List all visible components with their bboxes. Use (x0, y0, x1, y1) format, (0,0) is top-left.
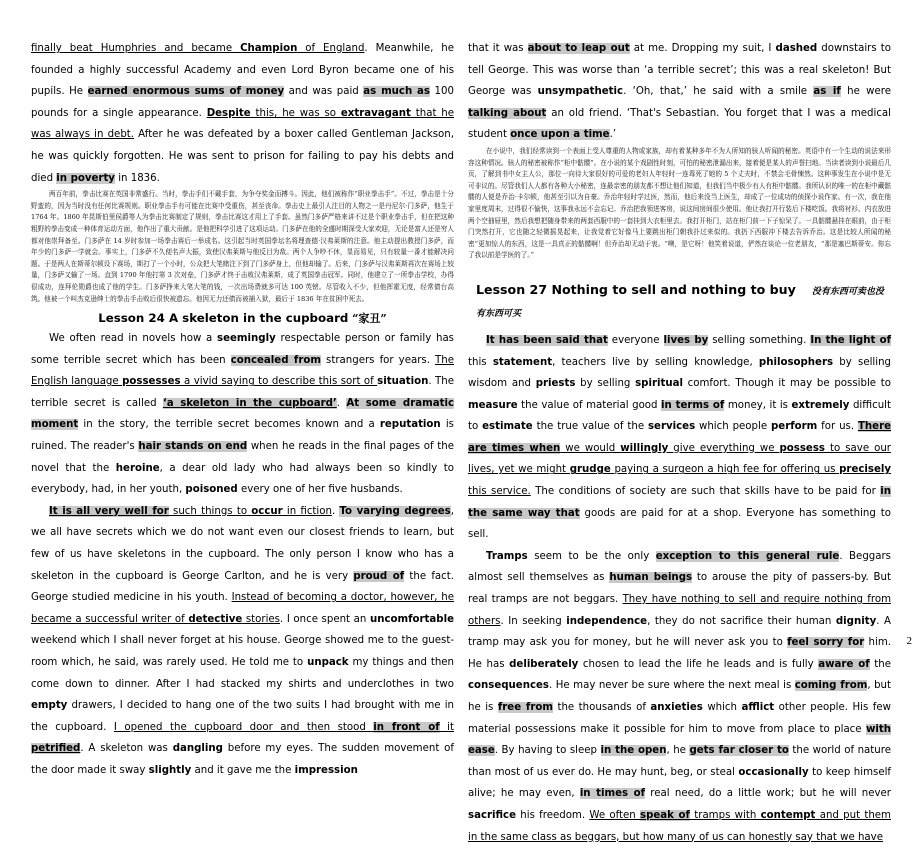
text-run: . By having to sleep (494, 745, 601, 757)
text-run: this (468, 356, 493, 368)
text-run: , he (666, 745, 690, 757)
emphasized-phrase: in times of (579, 788, 646, 800)
emphasized-phrase: philosophers (758, 356, 834, 368)
text-run: when he reads in the final pages of the novel that the (31, 441, 454, 474)
emphasized-phrase: extremely (791, 399, 850, 411)
text-run: . (336, 397, 347, 409)
emphasized-phrase: in fiction (282, 505, 332, 517)
emphasized-phrase: situation (377, 376, 429, 388)
emphasized-phrase: and put them in the same class as beggars, but how many of us can honestly say that we have (468, 809, 891, 843)
emphasized-phrase: of England (297, 43, 365, 54)
emphasized-phrase: services (647, 421, 696, 433)
text-run: to keep himself alive; he may even, (468, 766, 892, 800)
paragraph-george-carlton (31, 501, 454, 782)
emphasized-phrase: seemingly (217, 333, 276, 345)
emphasized-phrase: occasionally (738, 766, 809, 778)
text-run: money, it is (724, 399, 792, 411)
text-run: by selling (575, 378, 636, 390)
emphasized-phrase: It has been said that (486, 334, 608, 346)
lesson-24-chinese-title: “家丑” (352, 312, 387, 326)
emphasized-phrase: exception to this general rule (655, 550, 840, 562)
emphasized-phrase: unpack (307, 657, 349, 668)
chinese-translation-lesson23: 两百年前，拳击比赛在英国非常盛行。当时，拳击手们不戴手套，为争夺奖金而搏斗。因此，他们被称作“职业拳击手”。不过，拳击是十分野蛮的，因为当时没有任何比赛规则。职业拳击手有可能在比赛中受重伤，甚至丧命。拳击史上最引人注目的人物之一是丹尼尔·门多萨，他生于 1764 年。1860 年昆斯伯里侯爵等人为拳击比赛制定了规则，拳击比赛这才用上了手套。虽然门多萨严格来讲不过是个职业拳击手，但在把这种粗野的拳击变成一种体育运动方面，他作出了重大贡献。是他把科学引进了这项运动。门多萨在他的全盛时期深受大家欢迎，无论是富人还是穷人都对他崇拜备至。门多萨在 14 岁时参加一场拳击赛后一举成名。这引起当时英国拳坛名将理查德·汉弗莱斯的注意。他主动提出教授门多萨，而年少的门多萨一学就会。事实上，门多萨不久便名声大振，致使汉弗莱斯与他反目为敌。两个人争吵不休，显而易见，只有较量一番才能解决问题。于是两人在斯蒂尔顿设下赛场，斯打了一个小时，公众把大笔赌注下到了门多萨身上，但他却输了。后来，门多萨与汉弗莱斯再次在赛场上较量，门多萨又输了一场。直到 1790 年他打第 3 次对垒，门多萨才终于击败汉弗莱斯，成了英国拳击冠军。同时，他建立了一所拳击学校，办得很成功，连拜伦勋爵也成了他的学生。门多萨挣来大笔大笔的钱，一次出场费就多可达 100 英镑。尽管收入不少，但他挥霍无度，经常债台高筑。他被一个叫杰克逊绅士的拳击手击败后很快被遗忘。他因无力还债而被捕入狱，最后于 1836 年在贫困中死去。 (31, 190, 454, 303)
emphasized-phrase: There are times when (468, 421, 891, 454)
text-run: seem to be the only (527, 550, 656, 562)
emphasized-phrase: We often (589, 809, 641, 821)
text-run: strangers for years. (320, 354, 436, 366)
text-run: chosen to lead the life he leads and is fully (578, 658, 819, 670)
emphasized-phrase: At some dramatic moment (31, 397, 454, 431)
paragraph-tramps (468, 546, 891, 848)
emphasized-phrase: feel sorry for (787, 637, 865, 649)
paragraph-skeleton-intro (31, 328, 454, 501)
emphasized-phrase: this service. (468, 486, 531, 498)
text-run: him. He has (468, 637, 891, 670)
emphasized-phrase: To varying degrees (339, 505, 451, 517)
text-run: .’ (609, 129, 617, 141)
emphasized-phrase: dignity (835, 615, 877, 627)
text-run: . I once spent an (279, 613, 370, 625)
emphasized-phrase: possess (779, 442, 825, 454)
text-run: for us. (817, 421, 858, 433)
left-column (31, 38, 454, 782)
emphasized-phrase: deliberately (509, 658, 579, 670)
emphasized-phrase: that he was always in debt. (31, 107, 455, 141)
text-run: goods are paid for at a shop. Everyone has something to sell. (468, 507, 891, 541)
emphasized-phrase: this, he was so (250, 107, 341, 119)
text-run: the thousands of (552, 702, 651, 713)
text-run: his freedom. (516, 809, 590, 821)
emphasized-phrase: Tramps (486, 550, 528, 562)
text-run: . (331, 505, 340, 517)
text-run: . In seeking (500, 615, 567, 627)
text-run: . He may never be sure where the next meal is (548, 680, 795, 692)
emphasized-phrase: coming from (794, 680, 868, 692)
emphasized-phrase: slightly (148, 764, 192, 776)
text-run: he were (840, 86, 891, 98)
emphasized-phrase: extravagant (340, 107, 411, 119)
emphasized-phrase: such things to (168, 505, 252, 517)
emphasized-phrase: aware of (818, 658, 870, 670)
text-run: real need, do a little work; but he will never (645, 788, 891, 800)
emphasized-phrase: In the light of (810, 334, 892, 346)
text-run: the world of nature than most of us ever do. He may hunt, beg, or steal (468, 745, 891, 778)
emphasized-phrase: proud of (353, 570, 405, 582)
text-run: . Beggars almost sell themselves as (468, 550, 891, 584)
emphasized-phrase: reputation (379, 419, 441, 431)
emphasized-phrase: in poverty (56, 172, 115, 184)
emphasized-phrase: once upon a time (510, 129, 610, 141)
emphasized-phrase: grudge (569, 464, 611, 476)
emphasized-phrase: contempt (760, 809, 816, 821)
emphasized-phrase: willingly (620, 442, 669, 454)
text-run: difficult to (468, 399, 891, 433)
emphasized-phrase: with ease (468, 723, 891, 757)
text-run: . Meanwhile, he founded a highly successful Academy and even Lord Byron became one of his pupils. He (31, 43, 455, 98)
text-run: downstairs to tell George. This was worse than ‘a terrible secret’; this was a real skeleton! But George was (468, 43, 891, 98)
right-column (468, 38, 891, 848)
chinese-translation-lesson24: 在小说中，我们经常读到一个表面上受人尊重的人物或家族，却有着某种多年不为人所知的骇人听闻的秘密。英语中有一个生动的说法来形容这种情况。骇人的秘密被称作“柜中骷髅”。在小说的某个戏剧性时刻，可怕的秘密泄漏出来，接着便是某人的声誉扫地。当读者读到小说最后几页，了解到书中女主人公，那位一向待大家很好的可爱的老妇人年轻时一连毒死了她的 5 个丈夫时，不禁会毛骨悚然。这种事发生在小说中是无可非议的。尽管我们人人都有各种大小秘密，连最亲密的朋友都不想让他们知道，但我们当中极少有人有柜中骷髅。我所认识的唯一的在柜中藏骷髅的人便是乔治·卡尔顿，他甚至引以为自豪。乔治年轻时学过医，然而，他后来没当上医生，却成了一位成功的侦探小说作家。有一次，我在他家里度周末，过得很不愉快，这事我永远不会忘记。乔治把我领进客房，说这间房间很少使用。他让我打开行装后下楼吃饭。我将衬衫、内衣放进两个空抽屉里，然后我想把随身带来的两套西服中的一套挂到大衣柜里去。我打开柜门，站在柜门前一下子惊呆了。一具骷髅悬挂在眼前，由于柜门突然打开，它也随之轻微摇晃起来，让我觉着它好像马上要跳出柜门朝我扑过来似的。我扔下西服冲下楼去告诉乔治。这是比较人所闻的秘密“更加惊人的东西，这是一具真正的骷髅啊！但乔治却无动于衷。“噢，是它呀！他笑着说道，俨然在谈论一位老朋友，“那是塞巴斯蒂安。你忘了我以前是学医的了。” (468, 146, 891, 260)
text-run: 100 pounds for a single appearance. (31, 86, 454, 119)
emphasized-phrase: hair stands on end (138, 441, 248, 453)
emphasized-phrase: poisoned (185, 484, 238, 496)
emphasized-phrase: independence (566, 615, 648, 627)
emphasized-phrase: statement (492, 356, 553, 368)
emphasized-phrase: Champion (240, 43, 298, 54)
emphasized-phrase: anxieties (650, 702, 703, 713)
emphasized-phrase: sacrifice (468, 809, 516, 821)
emphasized-phrase: about to leap out (527, 43, 630, 54)
text-run: before my eyes. The sudden movement of the door made it sway (31, 743, 454, 776)
emphasized-phrase: dangling (172, 743, 223, 755)
text-run: drawers, I decided to hang one of the two suits I had brought with me in the cupboard. (31, 700, 454, 733)
text-run: , a dear old lady who had always been so kindly to everybody, had, in her youth, (31, 462, 454, 496)
emphasized-phrase: a vivid saying to describe this sort of (180, 376, 378, 388)
text-run: my things and then come down to dinner. After I had stacked my shirts and underclothes in two (31, 657, 454, 690)
emphasized-phrase: empty (31, 700, 68, 712)
emphasized-phrase: priests (535, 378, 576, 390)
text-run: the (869, 658, 891, 670)
emphasized-phrase: paying a surgeon a high fee for offering us (610, 464, 840, 476)
emphasized-phrase: lives by (663, 334, 709, 346)
emphasized-phrase: free from (497, 702, 553, 713)
emphasized-phrase: Despite (206, 107, 251, 119)
text-run: weekend which I shall never forget at his house. George showed me to the guest-room which, he said, was rarely used. He told me to (31, 635, 454, 668)
emphasized-phrase: heroine (115, 462, 160, 474)
emphasized-phrase: as much as (363, 86, 430, 98)
text-run: selling something. (708, 334, 811, 346)
emphasized-phrase: detective (188, 613, 243, 625)
text-run: , we all have secrets which we do not want even our closest friends to learn, but few of us have skeletons in the cupboard. The only person I know who has a skeleton in the cupboard is George Carlton, and he is very (31, 505, 454, 582)
text-run: the fact. George studied medicine in his youth. (31, 570, 455, 604)
emphasized-phrase: consequences (468, 680, 549, 692)
emphasized-phrase: I opened the cupboard door and then stood (113, 721, 374, 733)
text-run: , they do not sacrifice their human (647, 615, 836, 627)
paragraph-mendoza-ending (31, 38, 454, 189)
text-run: , teachers live by selling knowledge, (552, 356, 759, 368)
lesson-24-title: Lesson 24 A skeleton in the cupboard (98, 311, 349, 326)
emphasized-phrase: petrified (31, 743, 81, 755)
emphasized-phrase: earned enormous sums of money (87, 86, 285, 98)
emphasized-phrase: dashed (775, 43, 818, 54)
emphasized-phrase: in the open (600, 745, 667, 757)
emphasized-phrase: perform (771, 421, 818, 433)
emphasized-phrase: The English language (31, 354, 454, 388)
text-run: comfort. Though it may be possible to (682, 378, 891, 390)
text-run: at me. Dropping my suit, I (629, 43, 776, 54)
page-number: 2 (906, 635, 912, 647)
text-run: everyone (607, 334, 664, 346)
emphasized-phrase: impression (294, 764, 358, 776)
emphasized-phrase: in front of (373, 721, 440, 733)
emphasized-phrase: to save our lives, yet we might (468, 442, 891, 476)
emphasized-phrase: give everything we (668, 442, 780, 454)
emphasized-phrase: human beings (609, 572, 693, 584)
emphasized-phrase: as if (813, 86, 841, 98)
text-run: in 1836. (114, 172, 160, 184)
emphasized-phrase: ‘a skeleton in the cupboard’ (162, 397, 337, 409)
emphasized-phrase: possesses (122, 376, 181, 388)
text-run: by selling wisdom and (468, 356, 892, 390)
text-run: The conditions of society are such that skills have to be paid for (530, 486, 881, 498)
emphasized-phrase: stories (242, 613, 280, 625)
lesson-24-heading (31, 309, 454, 328)
emphasized-phrase: in terms of (661, 399, 725, 411)
emphasized-phrase: occur (251, 505, 283, 517)
emphasized-phrase: uncomfortable (369, 613, 454, 625)
text-run: After he was defeated by a boxer called Gentleman Jackson, he was quickly forgotten. He was sent to prison for failing to pay his debts and died (31, 129, 454, 184)
text-run: , but he is (468, 680, 891, 713)
emphasized-phrase: spiritual (635, 378, 683, 390)
lesson-27-title: Lesson 27 Nothing to sell and nothing to buy (476, 281, 796, 297)
emphasized-phrase: precisely (839, 464, 891, 476)
emphasized-phrase: Instead of becoming a doctor, however, he became a successful writer of (31, 592, 454, 625)
emphasized-phrase: tramps with (689, 809, 761, 821)
emphasized-phrase: in the same way that (468, 486, 891, 519)
emphasized-phrase: They have nothing to sell and require nothing from others (468, 594, 891, 627)
emphasized-phrase: it (439, 721, 454, 733)
text-run: which people (695, 421, 771, 433)
emphasized-phrase: finally beat Humphries and became (31, 43, 241, 54)
emphasized-phrase: afflict (741, 702, 775, 713)
text-run: which (702, 702, 742, 713)
emphasized-phrase: we would (560, 442, 621, 454)
emphasized-phrase: unsympathetic (537, 86, 624, 98)
lesson-27-chinese-title: 没有东西可卖也没有东西可买 (476, 286, 884, 319)
text-run: to arouse the pity of passers-by. But real tramps are not beggars. (468, 572, 891, 606)
text-run: . A skeleton was (80, 743, 173, 755)
text-run: every one of her five husbands. (237, 484, 403, 496)
text-run: that it was (468, 43, 528, 54)
emphasized-phrase: speak of (640, 809, 690, 821)
text-run: other people. His few material possessions make it possible for him to move from place to place (468, 702, 891, 735)
emphasized-phrase: concealed from (230, 354, 321, 366)
text-run: the true value of the (532, 421, 648, 433)
text-run: is ruined. The reader's (31, 419, 454, 453)
text-run: We often read in novels how a (49, 333, 218, 345)
paragraph-sebastian (468, 38, 891, 146)
text-run: . The terrible secret is called (31, 376, 454, 409)
text-run: and it gave me the (191, 764, 295, 776)
emphasized-phrase: It is all very well for (49, 505, 169, 517)
text-run: an old friend. ‘That's Sebastian. You forget that I was a medical student (468, 107, 891, 141)
emphasized-phrase: estimate (482, 421, 533, 433)
text-run: in the story, the terrible secret becomes known and a (78, 419, 380, 431)
paragraph-selling-something (468, 330, 891, 546)
emphasized-phrase: gets far closer to (689, 745, 789, 757)
text-run: . A tramp may ask you for money, but he will never ask you to (468, 615, 891, 649)
emphasized-phrase: measure (468, 399, 518, 411)
text-run: respectable person or family has some terrible secret which has been (31, 333, 454, 366)
text-run: . ‘Oh, that,’ he said with a smile (623, 86, 814, 98)
lesson-27-heading (476, 280, 891, 324)
text-run: and was paid (284, 86, 364, 98)
text-run: the value of material good (517, 399, 662, 411)
emphasized-phrase: talking about (468, 107, 547, 119)
